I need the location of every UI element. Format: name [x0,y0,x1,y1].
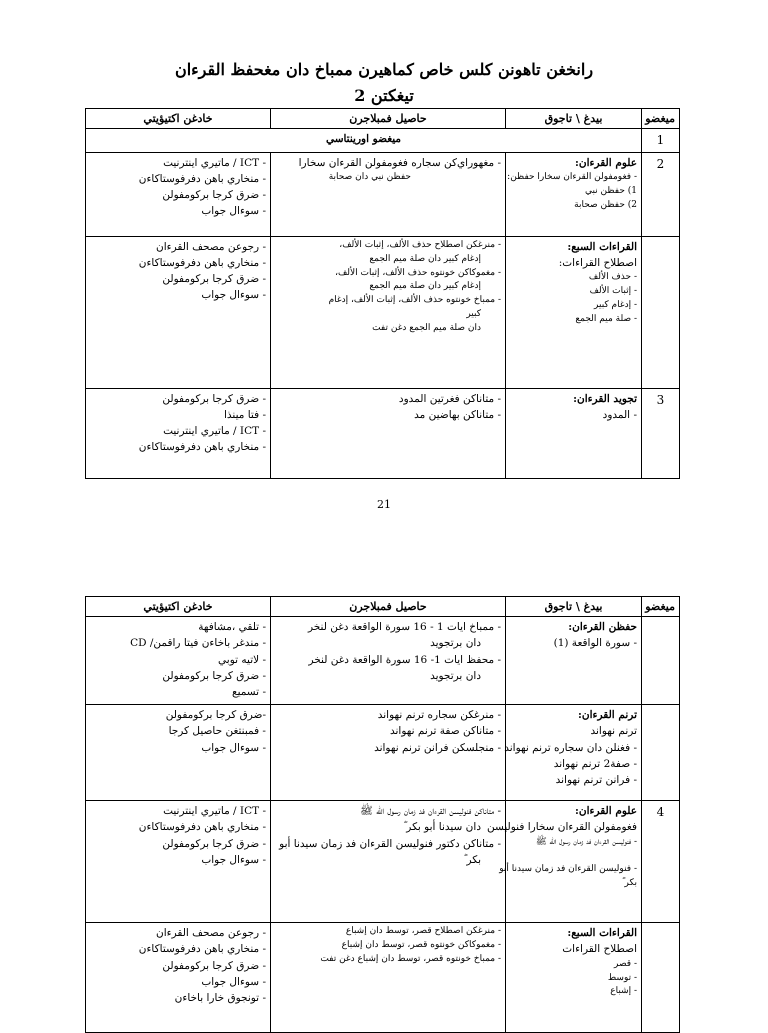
topic-line: - سورة الواقعة (1) [553,637,637,650]
table-row [86,388,680,478]
activity-line: - تلقي ،مشافهة [198,621,266,634]
topic-heading: تجويد القرءان: [573,392,637,405]
topic-line: - فرانن ترنم نهواند [555,774,637,787]
activity-cell [86,388,271,478]
outcome-line: إدغام كبير دان صلة ميم الجمع [369,253,481,264]
week-number: 1 [642,129,680,153]
topic-line: - قصر [614,958,637,969]
activity-cell [86,923,271,1033]
activity-line: - رجوعن مصحف القرءان [156,927,266,940]
topic-line: - حذف الألف [588,272,637,283]
topic-line: - فنوليسن القرءان فد زمان رسول الله ﷺ [535,836,637,847]
activity-line: - منخاري باهن دفرفوستاكاءن [138,943,266,956]
activity-line: - ضرق كرجا بركومفولن [162,273,266,286]
outcome-line: إدغام كبير دان صلة ميم الجمع [369,281,481,292]
table-row [86,617,680,705]
topic-cell [506,388,642,478]
table-row [86,236,680,388]
activity-line: - ICT / ماتيري اينترنيت [163,425,266,438]
activity-line: - سوءال جواب [201,741,266,754]
activity-line: - ضرق كرجا بركومفولن [162,189,266,202]
topic-line: اصطلاح القراءات [562,943,637,956]
outcome-line: - متاناكن فغرتين المدود [398,392,501,405]
activity-line: - سوءال جواب [201,205,266,218]
topic-line: - صفة2 ترنم نهواند [553,757,637,770]
outcome-line: دان سيدنا أبو بكر ؓ [403,821,481,834]
syllabus-table-2 [85,596,680,1033]
topic-heading: القراءات السبع: [567,927,637,940]
outcome-line: - ممباخ ايات 1 - 16 سورة الواقعة دغن لنخر [307,621,501,634]
activity-line: - ضرق كرجا بركومفولن [162,669,266,682]
outcome-line: بكر ؓ [463,853,481,866]
outcome-line: - منرغكن اصطلاح قصر، توسط دان إشباع [345,926,501,937]
week-number [642,617,680,705]
topic-line: - المدود [602,408,637,421]
header-topic: بيدغ \ تاجوق [506,597,642,617]
activity-line: - لاتيه توبي [218,653,266,666]
topic-line: - صلة ميم الجمع [575,313,637,324]
table-row [86,152,680,236]
outcome-line: حفظن نبي دان صحابة [328,171,411,182]
week-number [642,923,680,1033]
week-number [642,705,680,801]
outcome-line: دان برتجويد [430,669,481,682]
activity-line: - رجوعن مصحف القرءان [156,240,266,253]
activity-line: - سوءال جواب [201,853,266,866]
topic-line: - فغنلن دان سجاره ترنم نهواند [504,741,637,754]
outcome-line: - منجلسكن فرانن ترنم نهواند [374,741,501,754]
outcome-line: - محفظ ايات 1- 16 سورة الواقعة دغن لنخر [308,653,501,666]
topic-line: 1) حفظن نبي [584,185,637,196]
activity-line: - ICT / ماتيري اينترنيت [163,156,266,169]
topic-cell [506,923,642,1033]
activity-line: - تسميع [231,686,266,699]
topic-line: - فنوليسن القرءان فد زمان سيدنا أبو [499,864,637,875]
document-subtitle: تيغكتن 2 [354,86,414,105]
header-week: ميغضو [642,109,680,129]
topic-line: فغومفولن القرءان سخارا فنوليسن [487,821,637,834]
activity-cell [86,236,271,388]
topic-line: بكر ؓ [622,878,637,889]
activity-line: - ICT / ماتيري اينترنيت [163,805,266,818]
outcome-line: - متاناكن فنوليسن القرءان فد زمان رسول الله ﷺ [360,805,501,818]
outcome-line: - متاناكن بهاضين مد [414,408,501,421]
orientation-label: ميغضو اورينتاسي [86,129,642,153]
activity-cell [86,617,271,705]
activity-cell [86,801,271,923]
activity-line: -ضرق كرجا بركومفولن [165,709,266,722]
topic-heading: حفظن القرءان: [568,621,637,634]
week-number: 3 [642,388,680,478]
activity-line: - فتا مينذا [224,408,266,421]
activity-line: - منخاري باهن دفرفوستاكاءن [138,172,266,185]
topic-line: - إثبات الألف [589,286,637,297]
outcome-line: - منرغكن سجاره ترنم نهواند [377,709,501,722]
header-week: ميغضو [642,597,680,617]
table-row [86,129,680,153]
topic-heading: القراءات السبع: [567,240,637,253]
activity-line: - سوءال جواب [201,975,266,988]
header-outcome: حاصيل فمبلاجرن [271,109,506,129]
topic-line: اصطلاح القراءات: [558,256,637,269]
topic-line [510,850,637,864]
header-activity: خادغن اكتيؤيتي [86,597,271,617]
outcome-line: - متاناكن دكتور فنوليسن القرءان فد زمان سيدنا أبو [279,837,501,850]
activity-line: - سوءال جواب [201,289,266,302]
topic-line: 2) حفظن صحابة [574,199,637,210]
outcome-line: - مغهوراي‌كن سجاره فغومفولن القرءان سخارا [298,156,501,169]
outcome-line: كبير [466,309,481,320]
activity-line: - ضرق كرجا بركومفولن [162,837,266,850]
topic-heading: علوم القرءان: [575,805,637,818]
document-title: رانخغن تاهونن كلس خاص كماهيرن ممباخ دان مغحفظ القرءان [174,60,594,79]
outcome-cell [271,923,506,1033]
outcome-cell [271,388,506,478]
activity-line: - منخاري باهن دفرفوستاكاءن [138,256,266,269]
outcome-line: - ممباخ خونتوه حذف الألف، إثبات الألف، إدغام [328,295,501,306]
header-outcome: حاصيل فمبلاجرن [271,597,506,617]
activity-line: - فمبنتغن حاصيل كرجا [168,725,266,738]
syllabus-table-1 [85,108,680,479]
outcome-line: - متاناكن صفة ترنم نهواند [389,725,501,738]
outcome-cell [271,801,506,923]
topic-cell [506,152,642,236]
topic-line: - إشباع [610,986,637,997]
activity-cell [86,705,271,801]
outcome-line: - ممباخ خونتوه قصر، توسط دان إشباع دغن تفت [320,953,501,964]
week-number: 2 [642,152,680,236]
topic-heading: ترنم القرءان: [578,709,637,722]
topic-line: ترنم نهواند [590,725,637,738]
outcome-cell [271,705,506,801]
outcome-line: - منرغكن اصطلاح حذف الألف، إثبات الألف، [339,239,501,250]
topic-cell [506,617,642,705]
topic-cell [506,236,642,388]
week-number: 4 [642,801,680,923]
outcome-line: - مغموكاكن خونتوه حذف الألف، إثبات الألف، [335,267,501,278]
table-header-row [86,597,680,617]
outcome-cell [271,236,506,388]
outcome-line: دان برتجويد [430,637,481,650]
outcome-cell [271,617,506,705]
outcome-line: - مغموكاكن خونتوه قصر، توسط دان إشباع [341,939,501,950]
topic-line: - فغومفولن القرءان سخارا حفظن: [507,171,637,182]
table-row [86,801,680,923]
week-number [642,236,680,388]
activity-line: - منخاري باهن دفرفوستاكاءن [138,441,266,454]
table-row [86,923,680,1033]
activity-cell [86,152,271,236]
activity-line: - منخاري باهن دفرفوستاكاءن [138,821,266,834]
activity-line: - تونجوق خارا باخاءن [174,992,266,1005]
topic-line: - توسط [607,972,637,983]
header-activity: خادغن اكتيؤيتي [86,109,271,129]
activity-line: - ضرق كرجا بركومفولن [162,959,266,972]
topic-line: - إدغام كبير [594,300,637,311]
topic-heading: علوم القرءان: [575,156,637,169]
outcome-line: دان صلة ميم الجمع دغن تفت [372,323,481,334]
table-header-row [86,109,680,129]
header-topic: بيدغ \ تاجوق [506,109,642,129]
activity-line: - مندغر باخاءن فيتا راقمن/ CD [130,637,266,650]
table-row [86,705,680,801]
outcome-cell [271,152,506,236]
page-number: 21 [377,498,391,511]
topic-cell [506,705,642,801]
activity-line: - ضرق كرجا بركومفولن [162,392,266,405]
topic-cell [487,801,642,923]
